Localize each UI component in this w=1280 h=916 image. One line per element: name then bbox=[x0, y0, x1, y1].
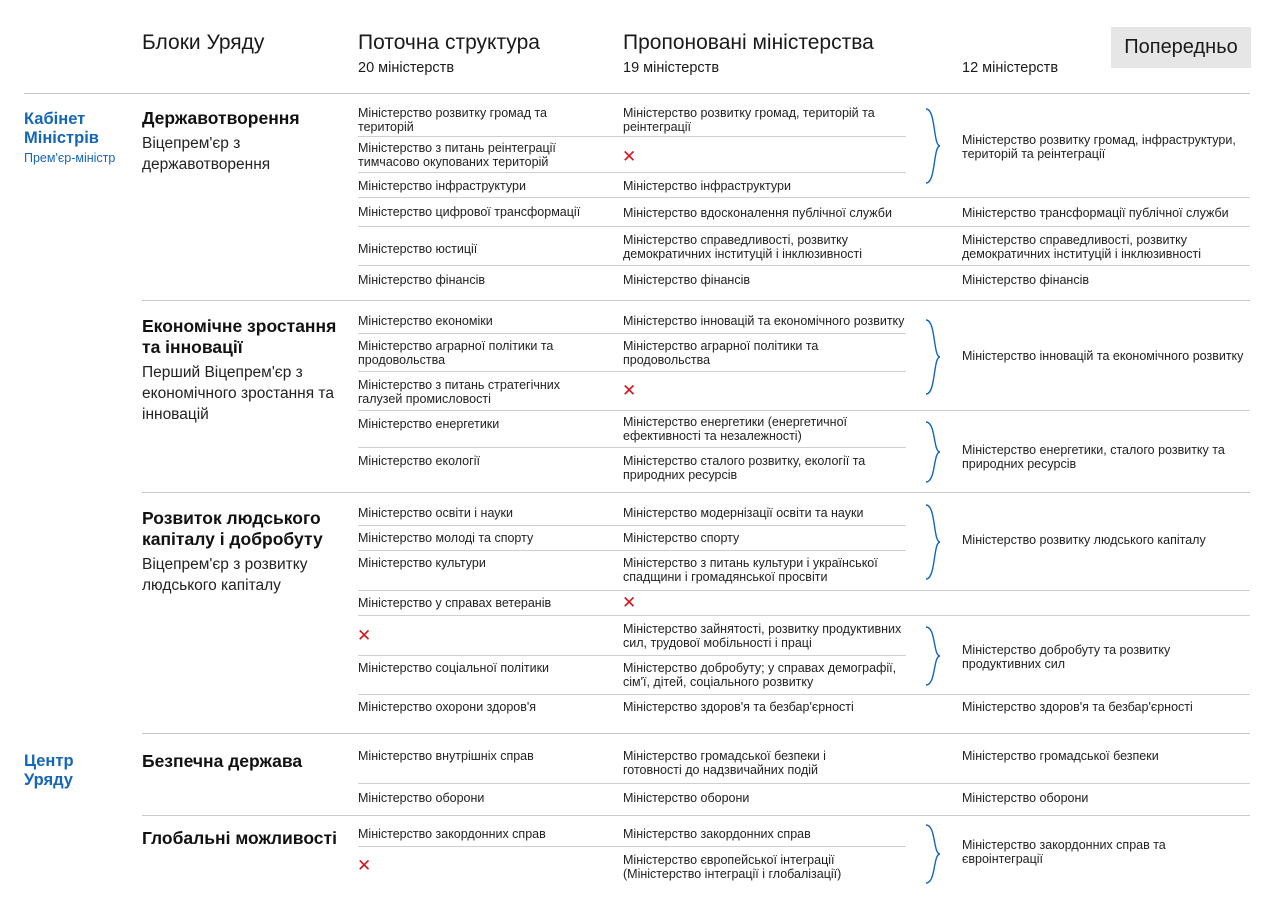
block-human-capital bbox=[142, 508, 347, 596]
proposed-ministry: Міністерство інновацій та економічного розвитку bbox=[623, 314, 905, 328]
proposed-ministry: Міністерство спорту bbox=[623, 531, 740, 545]
current-ministry: Міністерство цифрової трансформації bbox=[358, 205, 581, 219]
row-divider bbox=[358, 655, 906, 656]
current-ministry: Міністерство охорони здоров'я bbox=[358, 700, 537, 714]
current-ministry: Міністерство енергетики bbox=[358, 417, 500, 431]
final-ministry: Міністерство трансформації публічної служби bbox=[962, 206, 1229, 220]
block-divider bbox=[142, 733, 1250, 734]
current-ministry: Міністерство соціальної політики bbox=[358, 661, 550, 675]
cabinet-label-line1: Кабінет bbox=[24, 110, 86, 128]
removed-cross-icon: ✕ bbox=[622, 381, 637, 400]
current-ministry: Міністерство оборони bbox=[358, 791, 485, 805]
block-safe-state bbox=[142, 751, 342, 772]
proposed-ministry: Міністерство закордонних справ bbox=[623, 827, 811, 841]
final-ministry: Міністерство енергетики, сталого розвитку та природних ресурсів bbox=[962, 443, 1225, 471]
row-divider bbox=[358, 333, 906, 334]
proposed-ministry: Міністерство енергетики (енергетичної ефективності та незалежності) bbox=[623, 415, 848, 443]
proposed-ministry: Міністерство здоров'я та безбар'єрності bbox=[623, 700, 854, 714]
current-ministry: Міністерство культури bbox=[358, 556, 486, 570]
header-final-count: 12 міністерств bbox=[962, 60, 1059, 76]
current-ministry: Міністерство розвитку громад та територій bbox=[358, 106, 547, 134]
block-divider bbox=[142, 815, 1250, 816]
header-current-count: 20 міністерств bbox=[358, 60, 455, 76]
final-ministry: Міністерство розвитку людського капіталу bbox=[962, 533, 1206, 547]
final-ministry: Міністерство закордонних справ та євроінтеграції bbox=[962, 838, 1166, 866]
proposed-ministry: Міністерство добробуту; у справах демографії, сім'ї, дітей, соціального розвитку bbox=[623, 661, 897, 689]
proposed-ministry: Міністерство громадської безпеки і готовності до надзвичайних подій bbox=[623, 749, 826, 777]
final-ministry: Міністерство добробуту та розвитку продуктивних сил bbox=[962, 643, 1171, 671]
brace-icon bbox=[924, 504, 944, 580]
proposed-ministry: Міністерство європейської інтеграції (Міністерство інтеграції і глобалізації) bbox=[623, 853, 842, 881]
removed-cross-icon: ✕ bbox=[622, 147, 637, 166]
proposed-ministry: Міністерство вдосконалення публічної служби bbox=[623, 206, 892, 220]
preliminary-badge: Попередньо bbox=[1111, 27, 1251, 68]
current-ministry: Міністерство освіти і науки bbox=[358, 506, 513, 520]
row-divider bbox=[358, 615, 1250, 616]
cabinet-label bbox=[24, 110, 115, 165]
brace-icon bbox=[924, 108, 944, 184]
final-ministry: Міністерство здоров'я та безбар'єрності bbox=[962, 700, 1193, 714]
final-ministry: Міністерство оборони bbox=[962, 791, 1089, 805]
center-label-line1: Центр bbox=[24, 752, 74, 770]
header-divider bbox=[24, 93, 1250, 94]
final-ministry: Міністерство громадської безпеки bbox=[962, 749, 1159, 763]
cabinet-label-line2: Міністрів bbox=[24, 129, 99, 147]
removed-cross-icon: ✕ bbox=[357, 626, 372, 645]
row-divider bbox=[358, 226, 1250, 227]
prime-minister-label: Прем'єр-міністр bbox=[24, 151, 116, 165]
current-ministry: Міністерство у справах ветеранів bbox=[358, 596, 552, 610]
block-title: Безпечна держава bbox=[142, 751, 303, 771]
final-ministry: Міністерство інновацій та економічного розвитку bbox=[962, 349, 1244, 363]
current-ministry: Міністерство внутрішніх справ bbox=[358, 749, 534, 763]
proposed-ministry: Міністерство аграрної політики та продовольства bbox=[623, 339, 819, 367]
header-current-title: Поточна структура bbox=[358, 31, 540, 54]
proposed-ministry: Міністерство зайнятості, розвитку продуктивних сил, трудової мобільності і праці bbox=[623, 622, 902, 650]
current-ministry: Міністерство інфраструктури bbox=[358, 179, 526, 193]
row-divider bbox=[358, 846, 906, 847]
proposed-ministry: Міністерство справедливості, розвитку демократичних інституцій і інклюзивності bbox=[623, 233, 863, 261]
current-ministry: Міністерство закордонних справ bbox=[358, 827, 546, 841]
brace-icon bbox=[924, 626, 944, 686]
row-divider bbox=[358, 136, 906, 137]
final-ministry: Міністерство розвитку громад, інфраструктури, територій та реінтеграції bbox=[962, 133, 1236, 161]
row-divider bbox=[358, 172, 906, 173]
current-ministry: Міністерство з питань стратегічних галузей промисловості bbox=[358, 378, 561, 406]
row-divider bbox=[358, 265, 1250, 266]
final-ministry: Міністерство фінансів bbox=[962, 273, 1089, 287]
block-global-opportunities bbox=[142, 828, 342, 849]
proposed-ministry: Міністерство інфраструктури bbox=[623, 179, 791, 193]
removed-cross-icon: ✕ bbox=[357, 856, 372, 875]
proposed-ministry: Міністерство сталого розвитку, екології та природних ресурсів bbox=[623, 454, 866, 482]
block-statebuilding bbox=[142, 108, 342, 175]
header-proposed-count: 19 міністерств bbox=[623, 60, 720, 76]
proposed-ministry: Міністерство розвитку громад, територій та реінтеграції bbox=[623, 106, 875, 134]
block-divider bbox=[142, 300, 1250, 301]
current-ministry: Міністерство екології bbox=[358, 454, 480, 468]
brace-icon bbox=[924, 824, 944, 884]
proposed-ministry: Міністерство оборони bbox=[623, 791, 750, 805]
block-divider bbox=[142, 492, 1250, 493]
row-divider bbox=[358, 525, 906, 526]
row-divider bbox=[358, 371, 906, 372]
block-title: Державотворення bbox=[142, 108, 300, 128]
current-ministry: Міністерство з питань реінтеграції тимчасово окупованих територій bbox=[358, 141, 556, 169]
current-ministry: Міністерство молоді та спорту bbox=[358, 531, 534, 545]
row-divider bbox=[358, 590, 1250, 591]
row-divider bbox=[358, 694, 1250, 695]
row-divider bbox=[358, 783, 1250, 784]
proposed-ministry: Міністерство модернізації освіти та науки bbox=[623, 506, 864, 520]
proposed-ministry: Міністерство фінансів bbox=[623, 273, 750, 287]
row-divider bbox=[358, 410, 1250, 411]
current-ministry: Міністерство аграрної політики та продовольства bbox=[358, 339, 554, 367]
current-ministry: Міністерство юстиції bbox=[358, 242, 478, 256]
block-economic-growth bbox=[142, 316, 342, 425]
block-deputy-pm: Перший Віцепрем'єр з економічного зростання та інновацій bbox=[142, 364, 334, 423]
brace-icon bbox=[924, 319, 944, 395]
proposed-ministry: Міністерство з питань культури і української спадщини і громадянської просвіти bbox=[623, 556, 878, 584]
government-center-label bbox=[24, 752, 74, 790]
header-proposed-title: Пропоновані міністерства bbox=[623, 31, 874, 54]
block-deputy-pm: Віцепрем'єр з розвитку людського капіталу bbox=[142, 556, 308, 594]
center-label-line2: Уряду bbox=[24, 771, 73, 789]
row-divider bbox=[358, 447, 906, 448]
header-blocks-title: Блоки Уряду bbox=[142, 31, 265, 54]
current-ministry: Міністерство економіки bbox=[358, 314, 493, 328]
block-title: Економічне зростання та інновації bbox=[142, 316, 337, 357]
row-divider bbox=[358, 197, 1250, 198]
block-title: Розвиток людського капіталу і добробуту bbox=[142, 508, 323, 549]
final-ministry: Міністерство справедливості, розвитку демократичних інституцій і інклюзивності bbox=[962, 233, 1202, 261]
block-title: Глобальні можливості bbox=[142, 828, 337, 848]
current-ministry: Міністерство фінансів bbox=[358, 273, 485, 287]
block-deputy-pm: Віцепрем'єр з державотворення bbox=[142, 135, 271, 173]
removed-cross-icon: ✕ bbox=[622, 593, 637, 612]
brace-icon bbox=[924, 421, 944, 483]
row-divider bbox=[358, 550, 906, 551]
